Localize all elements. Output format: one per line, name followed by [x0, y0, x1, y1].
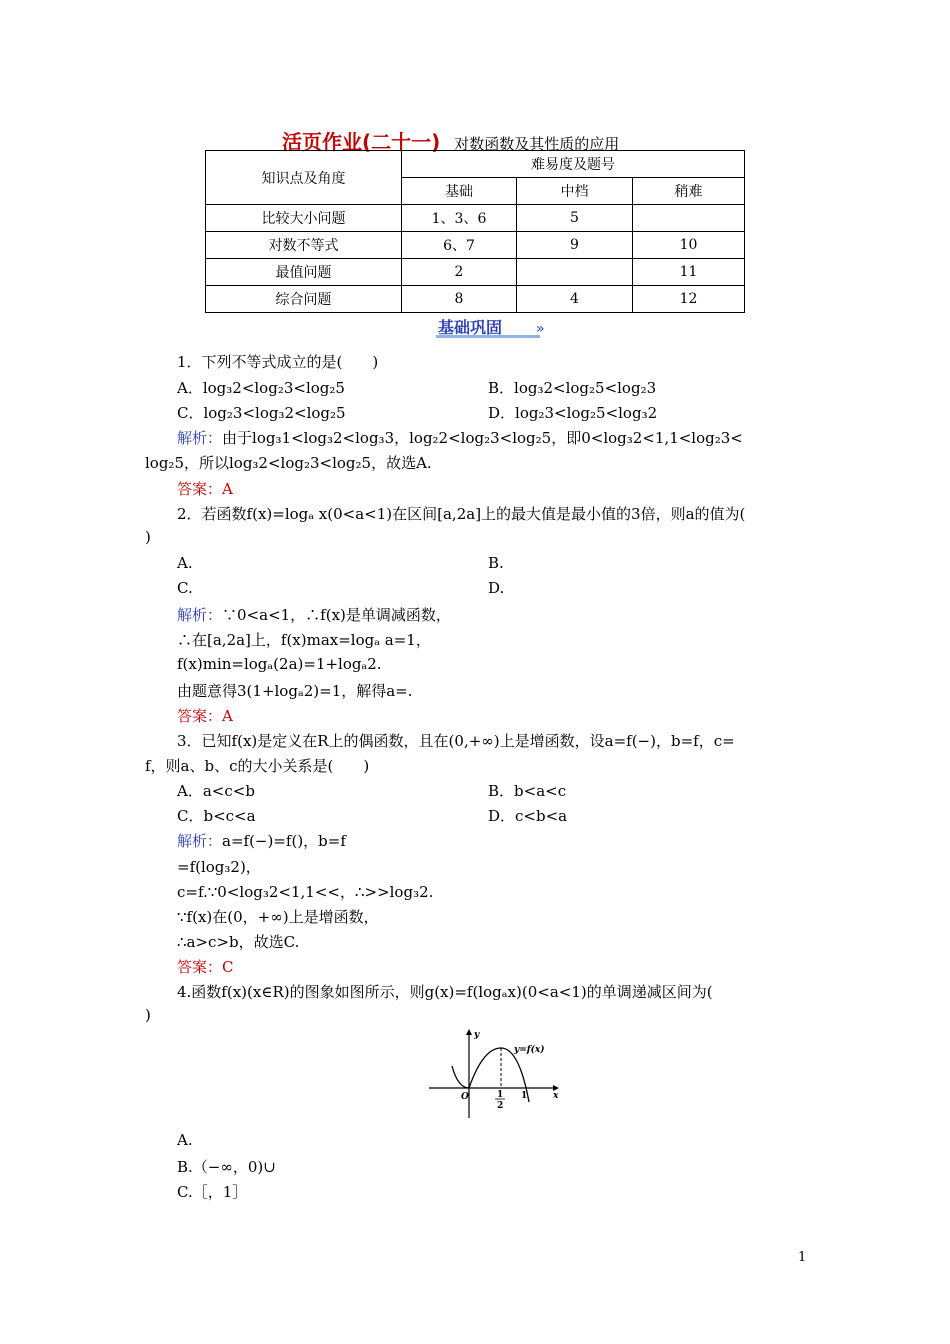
- q4-option-c: C.［，1］: [177, 1183, 248, 1201]
- q2-answer: 答案：A: [177, 707, 233, 725]
- cell-hard: [633, 205, 745, 232]
- cell-hard: 11: [633, 259, 745, 286]
- q3-analysis-label: 解析：: [177, 832, 223, 850]
- q1-solution-2: log₂5，所以log₃2<log₂3<log₂5，故选A.: [145, 454, 432, 472]
- table-head-topic: 知识点及角度: [206, 151, 402, 205]
- cell-hard: 10: [633, 232, 745, 259]
- q2-solution-1: ∵0<a<1，∴f(x)是单调减函数，: [222, 606, 451, 624]
- cell-basic: 6、7: [402, 232, 517, 259]
- cell-topic: 最值问题: [206, 259, 402, 286]
- one-label: 1: [521, 1091, 528, 1101]
- q4-option-b: B.（−∞，0)∪: [177, 1158, 276, 1176]
- q3-solution-1: a=f(−)=f()，b=f: [222, 832, 346, 850]
- q1-analysis-label: 解析：: [177, 429, 223, 447]
- q3-option-b: B．b<a<c: [488, 782, 567, 800]
- q3-solution-5: ∴a>c>b，故选C.: [177, 933, 300, 951]
- cell-mid: 4: [517, 286, 633, 313]
- banner-text: 基础巩固: [438, 318, 503, 337]
- x-label: x: [553, 1091, 559, 1101]
- cell-mid: 5: [517, 205, 633, 232]
- table-row: [206, 205, 745, 232]
- cell-basic: 1、3、6: [402, 205, 517, 232]
- table-row: [206, 259, 745, 286]
- table-head-difficulty: 难易度及题号: [402, 151, 745, 178]
- q3-stem-1: 3．已知f(x)是定义在R上的偶函数，且在(0,+∞)上是增函数，设a=f(−)，b=f，c=: [177, 732, 735, 750]
- cell-basic: 2: [402, 259, 517, 286]
- page-number: 1: [798, 1250, 807, 1265]
- title-main: 活页作业(二十一): [282, 130, 441, 154]
- cell-mid: [517, 259, 633, 286]
- q3-option-c: C．b<c<a: [177, 807, 256, 825]
- cell-basic: 8: [402, 286, 517, 313]
- q2-option-a: A.: [177, 554, 193, 572]
- q2-solution-3: f(x)min=logₐ(2a)=1+logₐ2.: [177, 655, 382, 673]
- q3-solution-2: =f(log₃2)，: [177, 858, 261, 876]
- cell-topic: 比较大小问题: [206, 205, 402, 232]
- q3-solution-3: c=f.∵0<log₃2<1,1<<，∴>>log₃2.: [177, 883, 434, 901]
- q1-stem: 1．下列不等式成立的是( ): [177, 353, 379, 371]
- q1-answer: 答案：A: [177, 480, 233, 498]
- cell-topic: 对数不等式: [206, 232, 402, 259]
- q1-solution-1: 由于log₃1<log₃2<log₃3，log₂2<log₂3<log₂5，即0<log₃2<1,1<log₂3<: [222, 429, 743, 447]
- level-mid: 中档: [517, 178, 633, 205]
- y-label: y: [474, 1030, 480, 1040]
- q3-option-a: A．a<c<b: [177, 782, 255, 800]
- cell-mid: 9: [517, 232, 633, 259]
- level-basic: 基础: [402, 178, 517, 205]
- q1-option-d: D．log₂3<log₂5<log₃2: [488, 404, 658, 422]
- cell-hard: 12: [633, 286, 745, 313]
- q2-solution-2: ∴在[a,2a]上，f(x)max=logₐ a=1，: [177, 631, 431, 649]
- section-banner: [436, 316, 550, 340]
- q4-stem-2: ): [145, 1006, 151, 1024]
- q3-answer: 答案：C: [177, 958, 234, 976]
- half-denominator: 2: [497, 1101, 504, 1111]
- y-axis-arrow-icon: [466, 1029, 472, 1035]
- q3-stem-2: f，则a、b、c的大小关系是( ): [145, 757, 370, 775]
- table-row: [206, 232, 745, 259]
- half-numerator: 1: [497, 1090, 504, 1100]
- banner-arrows-icon: »: [536, 321, 545, 337]
- q1-option-c: C．log₂3<log₃2<log₂5: [177, 404, 346, 422]
- function-graph: [425, 1028, 560, 1120]
- q3-solution-4: ∵f(x)在(0，+∞)上是增函数，: [177, 908, 379, 926]
- q3-option-d: D．c<b<a: [488, 807, 568, 825]
- q2-analysis-label: 解析：: [177, 606, 223, 624]
- q1-option-a: A．log₃2<log₂3<log₂5: [177, 379, 345, 397]
- q4-stem-1: 4.函数f(x)(x∈R)的图象如图所示，则g(x)=f(logₐx)(0<a<1)的单调递减区间为(: [177, 983, 713, 1001]
- q4-option-a: A.: [177, 1131, 193, 1149]
- q2-stem-1: 2．若函数f(x)=logₐ x(0<a<1)在区间[a,2a]上的最大值是最小值的3倍，则a的值为(: [177, 505, 746, 523]
- curve-label: y=f(x): [514, 1045, 545, 1055]
- level-hard: 稍难: [633, 178, 745, 205]
- title-sub: 对数函数及其性质的应用: [454, 135, 620, 153]
- q1-option-b: B．log₃2<log₂5<log₂3: [488, 379, 657, 397]
- q2-solution-4: 由题意得3(1+logₐ2)=1，解得a=.: [177, 682, 413, 700]
- q2-option-b: B.: [488, 554, 504, 572]
- q2-stem-2: ): [145, 528, 151, 546]
- cell-topic: 综合问题: [206, 286, 402, 313]
- q2-option-c: C.: [177, 579, 193, 597]
- q2-option-d: D.: [488, 579, 505, 597]
- origin-label: O: [461, 1092, 469, 1102]
- table-row: [206, 286, 745, 313]
- knowledge-table: [205, 150, 745, 313]
